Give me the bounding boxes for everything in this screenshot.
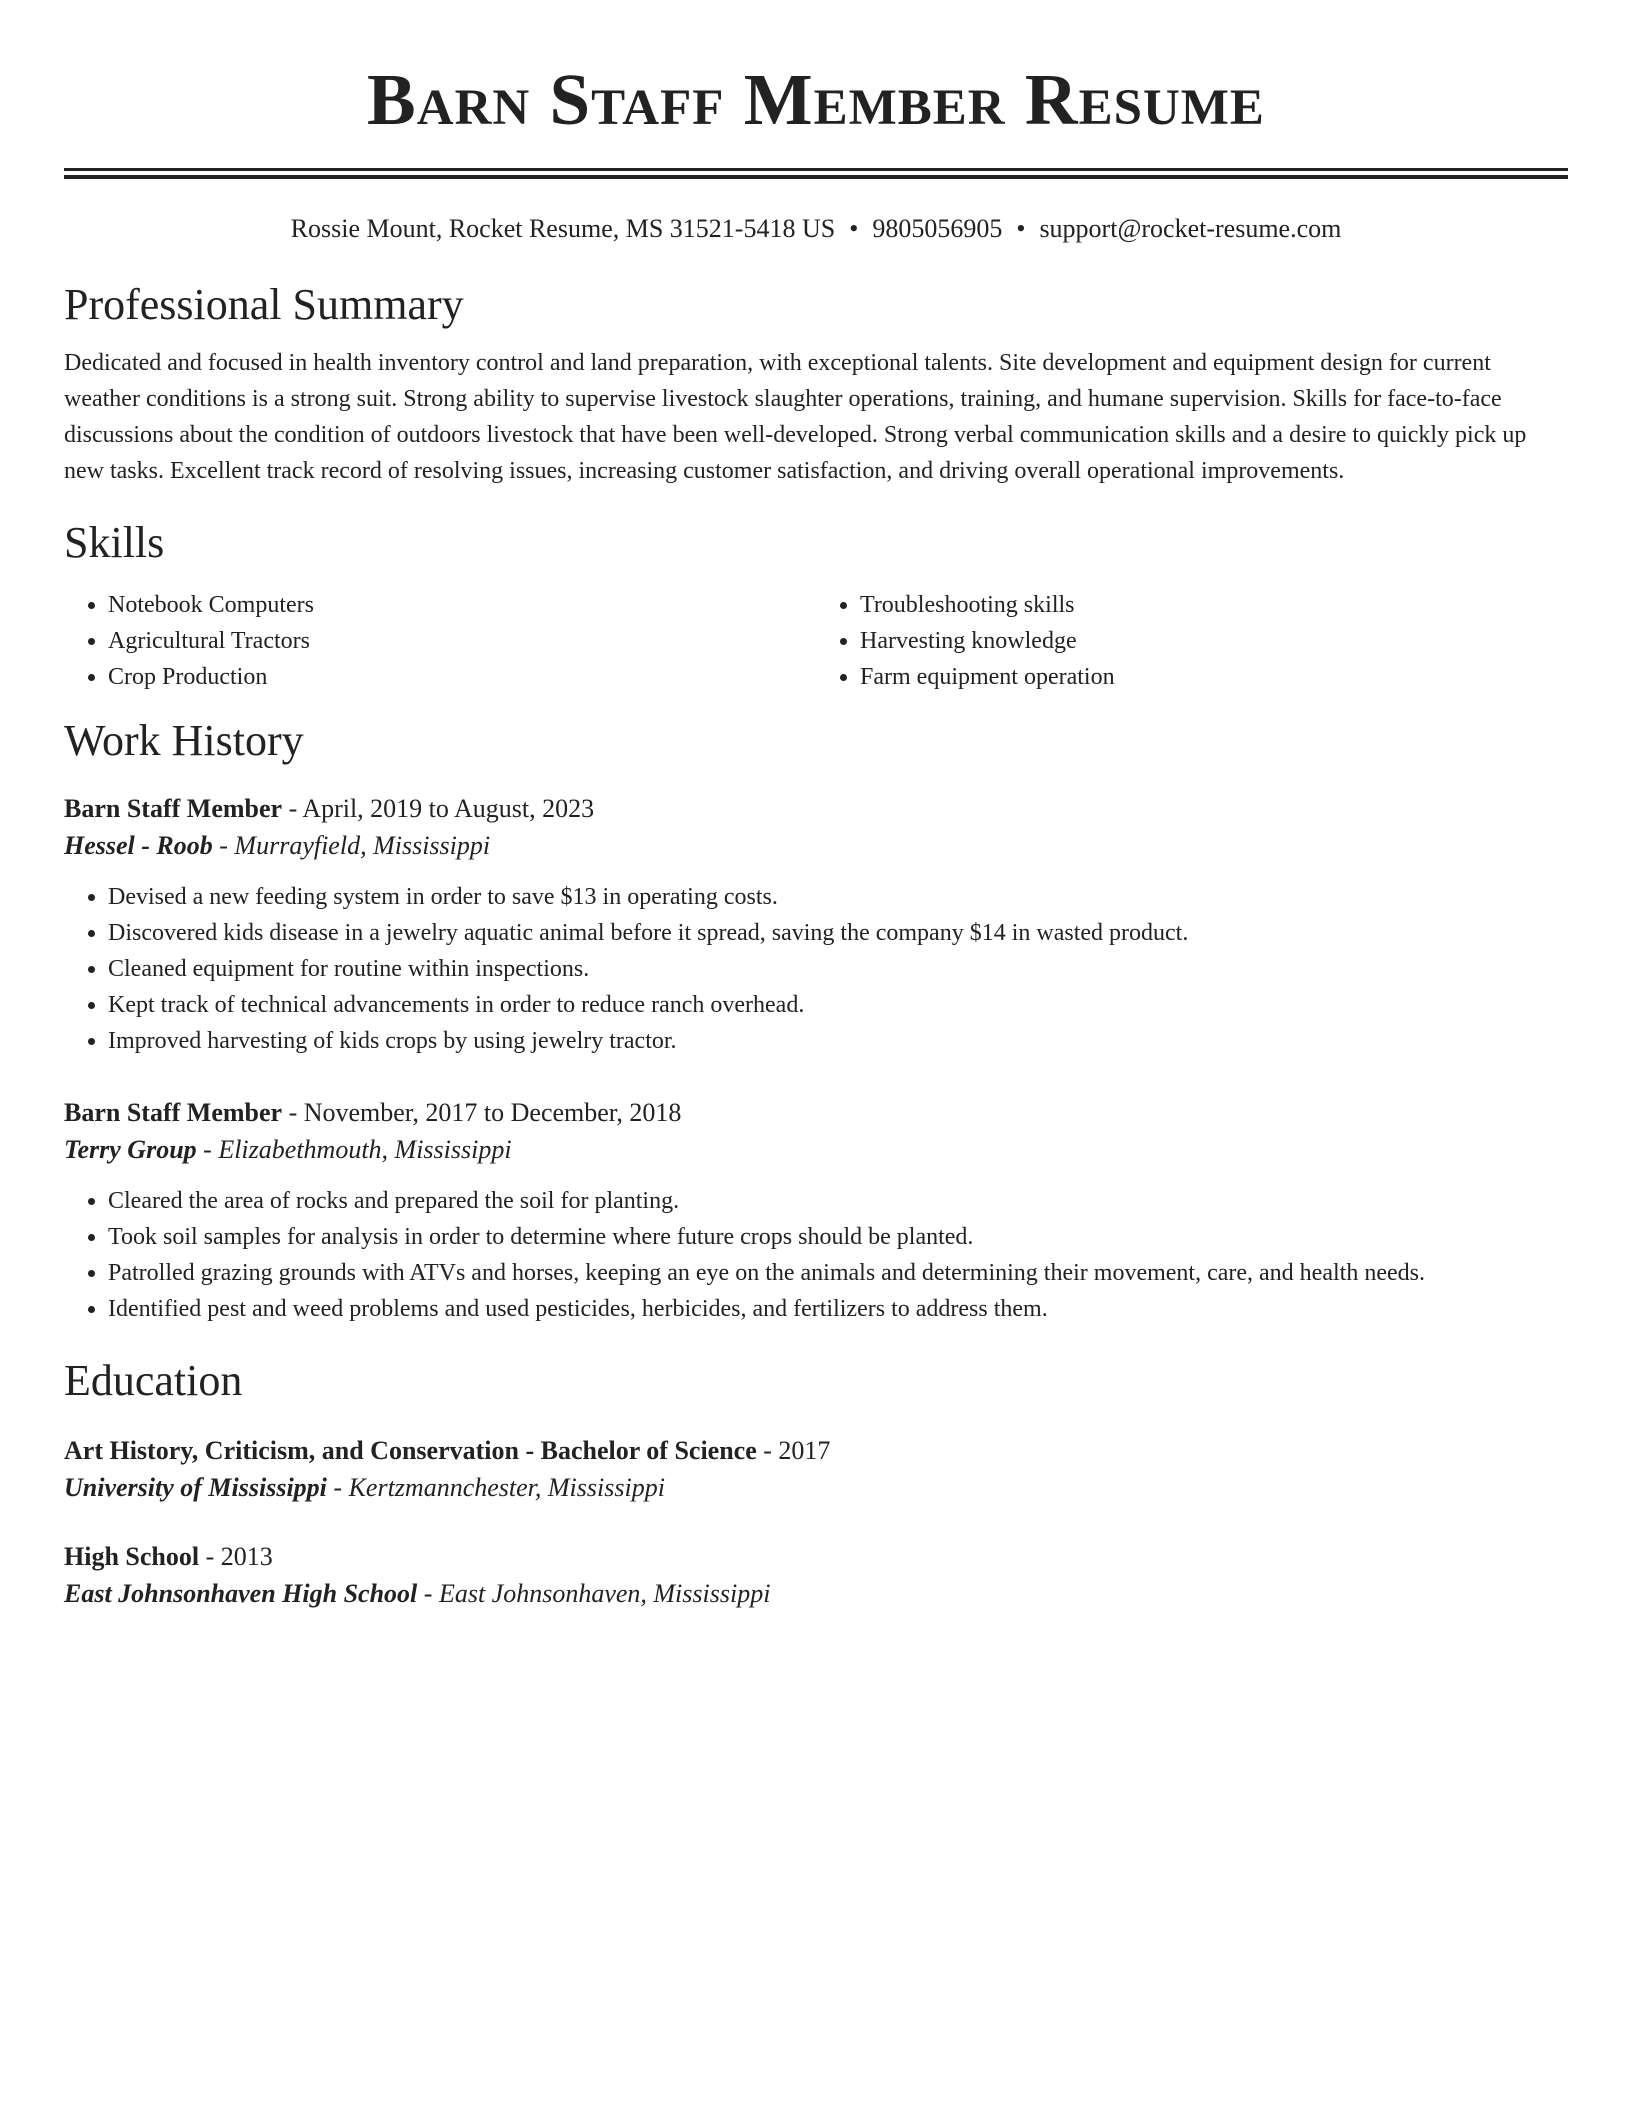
education-degree: High School: [64, 1542, 200, 1571]
job-company: Hessel - Roob: [64, 831, 213, 860]
job-bullet: • Devised a new feeding system in order to save $13 in operating costs.: [108, 879, 1568, 915]
skills-grid: [64, 587, 1568, 695]
education-degree-line: [64, 1433, 1568, 1469]
contact-address: Rossie Mount, Rocket Resume, MS 31521-5418 US: [290, 214, 836, 243]
education-degree: Art History, Criticism, and Conservation - Bachelor of Science: [64, 1436, 757, 1465]
job-bullet: • Patrolled grazing grounds with ATVs and horses, keeping an eye on the animals and determining their movement, care, and health needs.: [108, 1255, 1568, 1291]
education-location: - East Johnsonhaven, Mississippi: [417, 1579, 771, 1608]
resume-title: Barn Staff Member Resume: [367, 59, 1265, 140]
job-company-line: [64, 1131, 1568, 1169]
skill-item: • Agricultural Tractors: [108, 623, 816, 659]
title-double-rule: [64, 168, 1568, 179]
job-title-line: [64, 791, 1568, 827]
skills-column-left: [64, 587, 816, 695]
job-title: Barn Staff Member: [64, 1098, 283, 1127]
job-bullet: • Identified pest and weed problems and used pesticides, herbicides, and fertilizers to address them.: [108, 1291, 1568, 1327]
summary-heading: Professional Summary: [64, 280, 464, 329]
job-bullet: • Cleaned equipment for routine within inspections.: [108, 951, 1568, 987]
skills-heading: Skills: [64, 518, 165, 567]
education-school: East Johnsonhaven High School: [64, 1579, 418, 1608]
education-school-line: [64, 1575, 1568, 1613]
education-entry: [64, 1433, 1568, 1507]
education-degree-line: [64, 1539, 1568, 1575]
job-title: Barn Staff Member: [64, 794, 283, 823]
skill-item: • Troubleshooting skills: [860, 587, 1568, 623]
job-location: - Murrayfield, Mississippi: [212, 831, 491, 860]
skill-item: • Farm equipment operation: [860, 659, 1568, 695]
contact-phone: 9805056905: [872, 214, 1003, 243]
contact-email: support@rocket-resume.com: [1039, 214, 1342, 243]
education-school: University of Mississippi: [64, 1473, 327, 1502]
education-year: - 2017: [756, 1436, 831, 1465]
skill-item: • Harvesting knowledge: [860, 623, 1568, 659]
job-bullet: • Kept track of technical advancements in order to reduce ranch overhead.: [108, 987, 1568, 1023]
job-company-line: [64, 827, 1568, 865]
work-history-heading: Work History: [64, 716, 304, 765]
job-entry: [64, 791, 1568, 1059]
education-heading: Education: [64, 1356, 243, 1405]
job-company: Terry Group: [64, 1135, 197, 1164]
job-bullet: • Took soil samples for analysis in order to determine where future crops should be planted.: [108, 1219, 1568, 1255]
job-dates: - April, 2019 to August, 2023: [282, 794, 595, 823]
education-entry: [64, 1539, 1568, 1613]
skills-column-right: [816, 587, 1568, 695]
job-title-line: [64, 1095, 1568, 1131]
contact-separator: •: [849, 214, 859, 243]
summary-text: Dedicated and focused in health inventory control and land preparation, with exceptional talents. Site development and equipment design for current weather conditions is a strong suit. Strong ability to supervise livestock slaughter operations, training, and humane supervision. Skills for face-to-face discussions about the condition of outdoors livestock that have been well-developed. Strong verbal communication skills and a desire to quickly pick up new tasks. Excellent track record of resolving issues, increasing customer satisfaction, and driving overall operational improvements.: [64, 350, 1527, 484]
contact-separator: •: [1016, 214, 1026, 243]
job-bullets: [64, 1183, 1568, 1327]
skill-item: • Crop Production: [108, 659, 816, 695]
skill-item: • Notebook Computers: [108, 587, 816, 623]
job-bullets: [64, 879, 1568, 1059]
job-location: - Elizabethmouth, Mississippi: [196, 1135, 512, 1164]
contact-line: [64, 213, 1568, 245]
education-location: - Kertzmannchester, Mississippi: [326, 1473, 665, 1502]
job-bullet: • Cleared the area of rocks and prepared the soil for planting.: [108, 1183, 1568, 1219]
job-dates: - November, 2017 to December, 2018: [282, 1098, 682, 1127]
job-entry: [64, 1095, 1568, 1327]
job-bullet: • Discovered kids disease in a jewelry aquatic animal before it spread, saving the company $14 in wasted product.: [108, 915, 1568, 951]
job-bullet: • Improved harvesting of kids crops by using jewelry tractor.: [108, 1023, 1568, 1059]
education-year: - 2013: [199, 1542, 273, 1571]
education-school-line: [64, 1469, 1568, 1507]
